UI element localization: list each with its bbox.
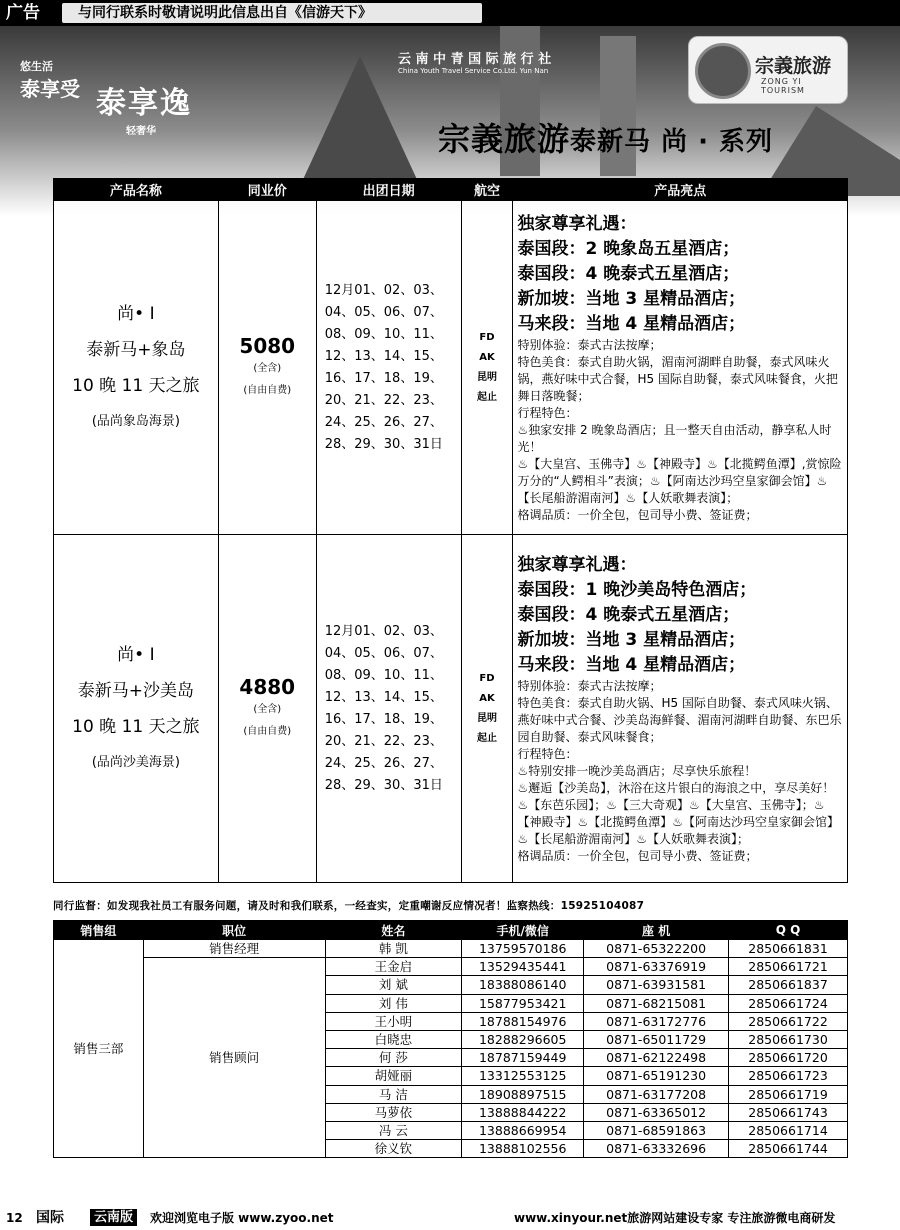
company-logo: 宗義旅游 ZONG YI TOURISM (688, 36, 848, 104)
price-cell: 4880 (全含) (自由自费) (218, 535, 316, 883)
staff-table (53, 920, 848, 1158)
phone-cell: 0871-63332696 (584, 1140, 729, 1158)
mobile-cell: 13759570186 (462, 940, 584, 958)
col-header: Q Q (729, 921, 848, 940)
source-notice: 与同行联系时敬请说明此信息出自《信游天下》 (62, 3, 482, 23)
airline-cell: FD AK 昆明 起止 (461, 201, 513, 535)
col-header: 姓名 (325, 921, 462, 940)
price-cell: 5080 (全含) (自由自费) (218, 201, 316, 535)
name-cell: 韩 凯 (325, 940, 462, 958)
supervision-notice: 同行监督：如发现我社员工有服务问题，请及时和我们联系，一经查实，定重嘲谢反应情况者！监察热线：15925104087 (53, 900, 645, 912)
phone-cell: 0871-63172776 (584, 1012, 729, 1030)
qq-cell: 2850661714 (729, 1121, 848, 1139)
name-cell: 冯 云 (325, 1121, 462, 1139)
phone-cell: 0871-63177208 (584, 1085, 729, 1103)
col-header: 座 机 (584, 921, 729, 940)
page-footer (0, 1206, 900, 1230)
phone-cell: 0871-65191230 (584, 1067, 729, 1085)
col-header: 手机/微信 (462, 921, 584, 940)
page-number: 12 (6, 1211, 23, 1225)
mobile-cell: 13888844222 (462, 1103, 584, 1121)
agency-name: 云 南 中 青 国 际 旅 行 社 China Youth Travel Service Co.Ltd. Yun Nan (398, 52, 552, 75)
qq-cell: 2850661721 (729, 958, 848, 976)
table-row (54, 958, 848, 976)
sales-group-cell: 销售三部 (54, 940, 144, 1158)
qq-cell: 2850661730 (729, 1030, 848, 1048)
phone-cell: 0871-68591863 (584, 1121, 729, 1139)
section-label: 国际 (36, 1210, 64, 1226)
highlights-cell: 独家尊享礼遇： 泰国段：2 晚象岛五星酒店； 泰国段：4 晚泰式五星酒店； 新加坡：当地 3 星精品酒店； 马来段：当地 4 星精品酒店； 特别体验：泰式古法按摩； 特色美食：泰式自助火锅，湄南河湖畔自助餐，泰式风味火锅，燕好味中式合餐，H5 国际自助餐，泰式风味餐食，火把舞日落晚餐； 行程特色： ♨独家安排 2 晚象岛酒店；且一整天自由活动，静享私人时光！ ♨【大皇宫、玉佛寺】♨【神殿寺】♨【北揽鳄鱼潭】,赏惊险万分的“人鳄相斗”表演；♨【阿南达沙玛空皇家御会馆】♨【长尾船游湄南河】♨【人妖歌舞表演】； 格调品质：一价全包，包司导小费、签证费； (513, 201, 848, 535)
name-cell: 白晓忠 (325, 1030, 462, 1048)
mobile-cell: 13888669954 (462, 1121, 584, 1139)
product-row (54, 201, 848, 535)
welcome-text: 欢迎浏览电子版 www.zyoo.net (150, 1211, 334, 1225)
phone-cell: 0871-63365012 (584, 1103, 729, 1121)
col-header: 同业价 (218, 179, 316, 201)
qq-cell: 2850661720 (729, 1049, 848, 1067)
ad-label: 广告 (0, 0, 56, 26)
mobile-cell: 13529435441 (462, 958, 584, 976)
dates-cell: 12月01、02、03、 04、05、06、07、 08、09、10、11、 12、13、14、15、 16、17、18、19、 20、21、22、23、 24、25、26、27、 28、29、30、31日 (316, 201, 461, 535)
product-name-cell: 尚• Ⅰ 泰新马+象岛 10 晚 11 天之旅 (品尚象岛海景) (54, 201, 219, 535)
phone-cell: 0871-65322200 (584, 940, 729, 958)
qq-cell: 2850661724 (729, 994, 848, 1012)
name-cell: 王小明 (325, 1012, 462, 1030)
mobile-cell: 18788154976 (462, 1012, 584, 1030)
qq-cell: 2850661744 (729, 1140, 848, 1158)
qq-cell: 2850661831 (729, 940, 848, 958)
phone-cell: 0871-65011729 (584, 1030, 729, 1048)
mobile-cell: 18288296605 (462, 1030, 584, 1048)
name-cell: 马 洁 (325, 1085, 462, 1103)
brand-mid: 泰享逸 轻奢华 (96, 86, 192, 137)
qq-cell: 2850661719 (729, 1085, 848, 1103)
qq-cell: 2850661837 (729, 976, 848, 994)
name-cell: 何 莎 (325, 1049, 462, 1067)
mobile-cell: 13312553125 (462, 1067, 584, 1085)
col-header: 出团日期 (316, 179, 461, 201)
product-table-header (54, 179, 848, 201)
qq-cell: 2850661723 (729, 1067, 848, 1085)
footer-ad: www.xinyour.net旅游网站建设专家 专注旅游微电商研发 (514, 1211, 836, 1225)
product-row (54, 535, 848, 883)
phone-cell: 0871-63376919 (584, 958, 729, 976)
qq-cell: 2850661722 (729, 1012, 848, 1030)
name-cell: 马萝依 (325, 1103, 462, 1121)
highlights-cell: 独家尊享礼遇： 泰国段：1 晚沙美岛特色酒店； 泰国段：4 晚泰式五星酒店； 新加坡：当地 3 星精品酒店； 马来段：当地 4 星精品酒店； 特别体验：泰式古法按摩； 特色美食：泰式自助火锅、H5 国际自助餐、泰式风味火锅、燕好味中式合餐、沙美岛海鲜餐、湄南河湖畔自助餐、东巴乐园自助餐、泰式风味餐食； 行程特色： ♨特别安排一晚沙美岛酒店；尽享快乐旅程！ ♨邂逅【沙美岛】，沐浴在这片银白的海浪之中，享尽美好！♨【东芭乐园】；♨【三大奇观】♨【大皇宫、玉佛寺】；♨【神殿寺】♨【北揽鳄鱼潭】♨【阿南达沙玛空皇家御会馆】♨【长尾船游湄南河】♨【人妖歌舞表演】； 格调品质：一价全包，包司导小费、签证费； (513, 535, 848, 883)
product-name-cell: 尚• Ⅰ 泰新马+沙美岛 10 晚 11 天之旅 (品尚沙美海景) (54, 535, 219, 883)
name-cell: 胡娅丽 (325, 1067, 462, 1085)
staff-table-header (54, 921, 848, 940)
phone-cell: 0871-62122498 (584, 1049, 729, 1067)
name-cell: 王金启 (325, 958, 462, 976)
mobile-cell: 13888102556 (462, 1140, 584, 1158)
role-cell: 销售经理 (143, 940, 325, 958)
series-title: 宗義旅游泰新马 尚 · 系列 (438, 120, 774, 158)
phone-cell: 0871-68215081 (584, 994, 729, 1012)
col-header: 产品名称 (54, 179, 219, 201)
table-row (54, 940, 848, 958)
logo-globe-icon (695, 43, 751, 99)
name-cell: 刘 斌 (325, 976, 462, 994)
product-table (53, 178, 848, 883)
name-cell: 刘 伟 (325, 994, 462, 1012)
brand-left: 悠生活 泰享受 (20, 60, 80, 101)
col-header: 销售组 (54, 921, 144, 940)
role-cell: 销售顾问 (143, 958, 325, 1158)
phone-cell: 0871-63931581 (584, 976, 729, 994)
mobile-cell: 18908897515 (462, 1085, 584, 1103)
qq-cell: 2850661743 (729, 1103, 848, 1121)
col-header: 产品亮点 (513, 179, 848, 201)
name-cell: 徐义钦 (325, 1140, 462, 1158)
mobile-cell: 18388086140 (462, 976, 584, 994)
dates-cell: 12月01、02、03、 04、05、06、07、 08、09、10、11、 12、13、14、15、 16、17、18、19、 20、21、22、23、 24、25、26、27、 28、29、30、31日 (316, 535, 461, 883)
airline-cell: FD AK 昆明 起止 (461, 535, 513, 883)
mobile-cell: 15877953421 (462, 994, 584, 1012)
col-header: 职位 (143, 921, 325, 940)
top-bar (0, 0, 900, 26)
mobile-cell: 18787159449 (462, 1049, 584, 1067)
col-header: 航空 (461, 179, 513, 201)
region-badge: 云南版 (90, 1209, 137, 1226)
